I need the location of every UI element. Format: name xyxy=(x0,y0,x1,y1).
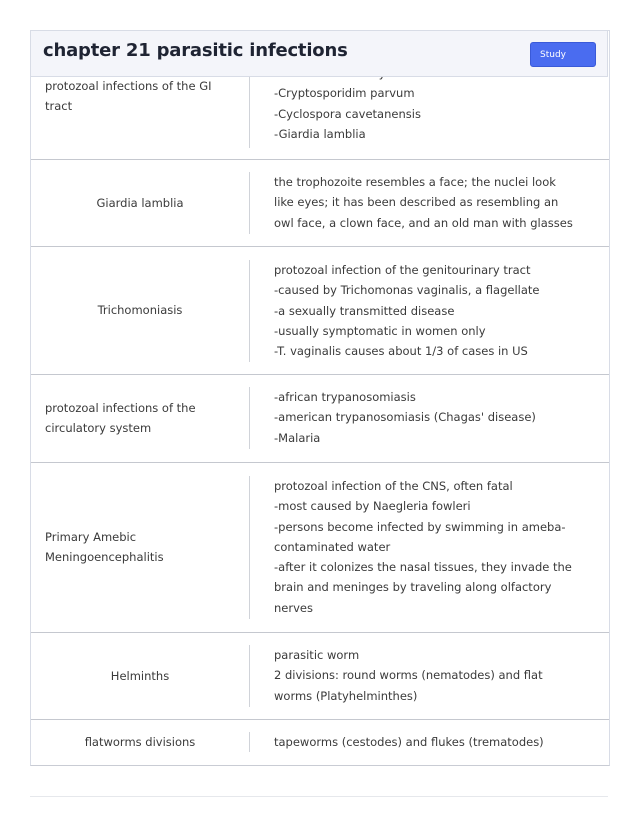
card-definition xyxy=(274,732,599,752)
definition-line: contaminated water xyxy=(274,539,391,554)
term-text: Primary Amebic Meningoencephalitis xyxy=(45,530,164,564)
definition-line: parasitic worm xyxy=(274,648,360,662)
card-definition xyxy=(274,260,599,361)
study-button[interactable]: Study xyxy=(530,42,596,67)
card-row xyxy=(31,462,609,633)
definition-line: owl face, a clown face, and an old man with glasses xyxy=(274,215,573,230)
card-definition xyxy=(274,172,599,233)
definition-line: -Giardia lamblia xyxy=(274,126,366,141)
term-text: protozoal infections of the GI tract xyxy=(45,79,212,113)
definition-line: -Cyclospora cavetanensis xyxy=(274,106,421,121)
definition-line: protozoal infection of the CNS, often fatal xyxy=(274,479,513,493)
column-divider xyxy=(249,732,250,752)
card-row xyxy=(31,246,609,375)
term-text: flatworms divisions xyxy=(84,735,196,749)
column-divider xyxy=(249,172,250,234)
definition-line: tapeworms (cestodes) and flukes (trematodes) xyxy=(274,735,544,749)
term-text: Trichomoniasis xyxy=(97,303,183,317)
card-row xyxy=(31,719,609,765)
page-title: chapter 21 parasitic infections xyxy=(43,40,348,61)
definition-line: -Malaria xyxy=(274,430,321,445)
definition-line: 2 divisions: round worms (nematodes) and flat xyxy=(274,668,543,683)
column-divider xyxy=(249,73,250,148)
card-definition xyxy=(274,476,599,618)
definition-line: -Cryptosporidim parvum xyxy=(274,86,415,101)
column-divider xyxy=(249,645,250,707)
column-divider xyxy=(249,387,250,449)
card-term xyxy=(31,719,249,765)
card-term xyxy=(31,76,249,116)
definition-line: brain and meninges by traveling along olfactory xyxy=(274,580,552,595)
card-term xyxy=(31,462,249,632)
card-row xyxy=(31,632,609,720)
card-term xyxy=(31,159,249,246)
column-divider xyxy=(249,476,250,619)
footer-divider xyxy=(30,796,608,797)
definition-line: -after it colonizes the nasal tissues, they invade the xyxy=(274,560,572,575)
page-header xyxy=(30,30,608,77)
card-definition xyxy=(274,387,599,448)
card-definition xyxy=(274,645,599,706)
definition-line: like eyes; it has been described as resembling an xyxy=(274,195,559,210)
card-term xyxy=(31,632,249,719)
definition-line: -african trypanosomiasis xyxy=(274,390,416,404)
definition-line: the trophozoite resembles a face; the nuclei look xyxy=(274,175,556,189)
column-divider xyxy=(249,260,250,362)
card-row xyxy=(31,374,609,463)
card-row xyxy=(31,159,609,247)
term-text: Giardia lamblia xyxy=(96,195,184,210)
definition-line: protozoal infection of the genitourinary tract xyxy=(274,263,531,277)
card-term xyxy=(31,246,249,374)
definition-line: -most caused by Naegleria fowleri xyxy=(274,499,471,514)
definition-line: -persons become infected by swimming in ameba- xyxy=(274,519,566,534)
definition-line: worms (Platyhelminthes) xyxy=(274,688,418,703)
card-term xyxy=(31,374,249,462)
term-text: Helminths xyxy=(110,668,170,683)
definition-line: -american trypanosomiasis (Chagas' disease) xyxy=(274,410,536,425)
definition-line: -a sexually transmitted disease xyxy=(274,303,455,318)
definition-line: -caused by Trichomonas vaginalis, a flagellate xyxy=(274,283,540,298)
term-text: protozoal infections of the circulatory system xyxy=(45,401,196,435)
definition-line: -T. vaginalis causes about 1/3 of cases in US xyxy=(274,344,528,359)
definition-line: nerves xyxy=(274,600,313,615)
flashcard-sheet xyxy=(30,30,610,766)
definition-line: -usually symptomatic in women only xyxy=(274,323,486,338)
